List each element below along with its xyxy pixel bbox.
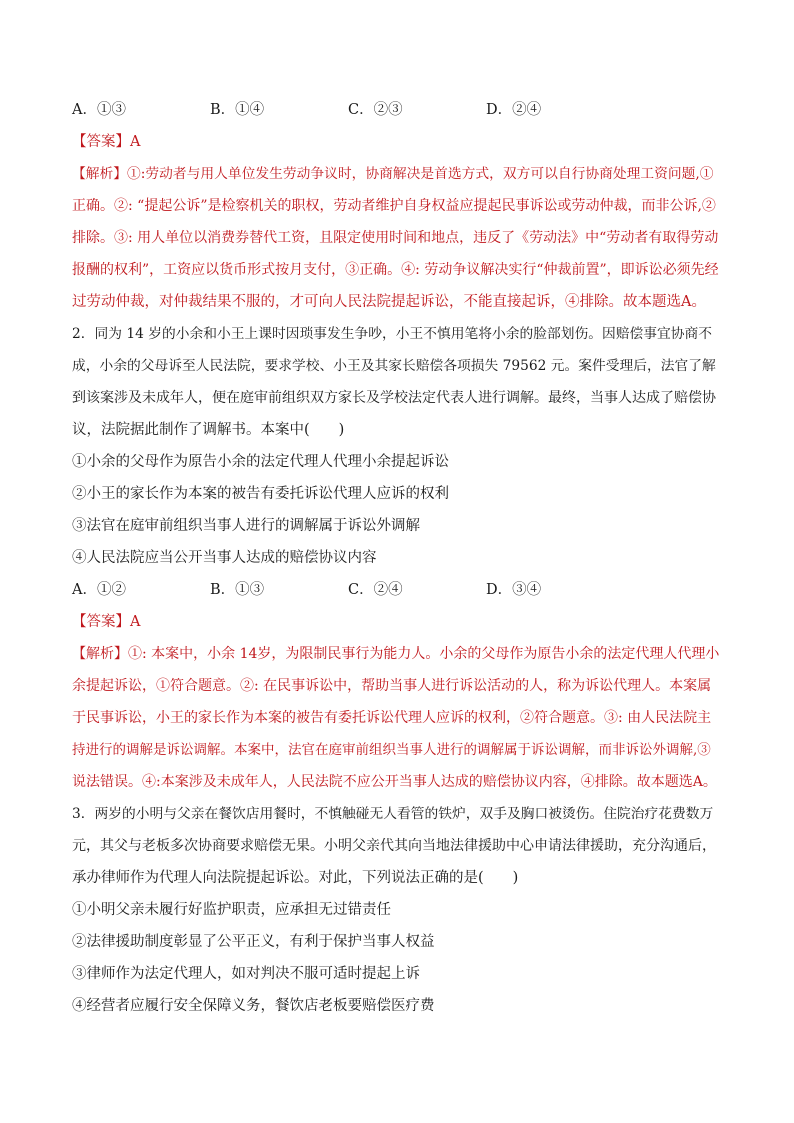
q3-stem-line: 元，其父与老板多次协商要求赔偿无果。小明父亲代其向当地法律援助中心申请法律援助，充分沟通后， xyxy=(72,838,716,854)
q2-stem-line: 议，法院据此制作了调解书。本案中( ) xyxy=(72,422,345,438)
q3-stem-line: 3．两岁的小明与父亲在餐饮店用餐时，不慎触碰无人看管的铁炉，双手及胸口被烫伤。住院治疗花费数万 xyxy=(72,806,714,822)
q2-options xyxy=(72,580,722,600)
q2-answer: 【答案】A xyxy=(72,614,141,630)
q3-statement: ③律师作为法定代理人，如对判决不服可适时提起上诉 xyxy=(72,966,420,982)
q3-stem-line: 承办律师作为代理人向法院提起诉讼。对此，下列说法正确的是( ) xyxy=(72,870,519,886)
q2-statement: ①小余的父母作为原告小余的法定代理人代理小余提起诉讼 xyxy=(72,454,449,470)
q3-statement: ④经营者应履行安全保障义务，餐饮店老板要赔偿医疗费 xyxy=(72,998,435,1014)
q2-option-c: C．②④ xyxy=(348,582,403,598)
q2-analysis-line: 于民事诉讼，小王的家长作为本案的被告有委托诉讼代理人应诉的权利，②符合题意。③: 由人民法院主 xyxy=(72,710,712,726)
q3-statement: ②法律援助制度彰显了公平正义，有利于保护当事人权益 xyxy=(72,934,435,950)
q1-analysis-line: 报酬的权利”，工资应以货币形式按月支付，③正确。④: 劳动争议解决实行“仲裁前置”，即诉讼必须先经 xyxy=(72,262,719,278)
q2-statement: ④人民法院应当公开当事人达成的赔偿协议内容 xyxy=(72,550,377,566)
q2-stem-line: 到该案涉及未成年人，便在庭审前组织双方家长及学校法定代表人进行调解。最终，当事人达成了赔偿协 xyxy=(72,390,716,406)
q2-stem-line: 2．同为 14 岁的小余和小王上课时因琐事发生争吵，小王不慎用笔将小余的脸部划伤。因赔偿事宜协商不 xyxy=(72,326,712,342)
q2-statement: ③法官在庭审前组织当事人进行的调解属于诉讼外调解 xyxy=(72,518,420,534)
q1-options xyxy=(72,100,722,120)
q2-analysis-line: 持进行的调解是诉讼调解。本案中，法官在庭审前组织当事人进行的调解属于诉讼调解，而非诉讼外调解,③ xyxy=(72,742,711,758)
q1-option-a: A．①③ xyxy=(72,102,126,118)
q1-analysis-line: 正确。②: “提起公诉”是检察机关的职权，劳动者维护自身权益应提起民事诉讼或劳动仲裁，而非公诉,② xyxy=(72,198,716,214)
q1-analysis-line: 【解析】①:劳动者与用人单位发生劳动争议时，协商解决是首选方式，双方可以自行协商处理工资问题,① xyxy=(72,166,714,182)
q2-analysis-line: 说法错误。④:本案涉及未成年人，人民法院不应公开当事人达成的赔偿协议内容，④排除。故本题选A。 xyxy=(72,774,717,790)
q1-analysis-line: 过劳动仲裁，对仲裁结果不服的，才可向人民法院提起诉讼，不能直接起诉，④排除。故本题选A。 xyxy=(72,294,706,310)
q1-option-d: D．②④ xyxy=(486,102,542,118)
q1-option-c: C．②③ xyxy=(348,102,403,118)
q2-option-a: A．①② xyxy=(72,582,126,598)
q2-analysis-line: 【解析】①: 本案中，小余 14岁，为限制民事行为能力人。小余的父母作为原告小余的法定代理人代理小 xyxy=(72,646,720,662)
q1-answer: 【答案】A xyxy=(72,134,141,150)
q2-stem-line: 成，小余的父母诉至人民法院，要求学校、小王及其家长赔偿各项损失 79562 元。案件受理后，法官了解 xyxy=(72,358,716,374)
q2-statement: ②小王的家长作为本案的被告有委托诉讼代理人应诉的权利 xyxy=(72,486,449,502)
q2-analysis-line: 余提起诉讼，①符合题意。②: 在民事诉讼中，帮助当事人进行诉讼活动的人，称为诉讼代理人。本案属 xyxy=(72,678,712,694)
q2-option-b: B．①③ xyxy=(210,582,265,598)
q1-analysis-line: 排除。③: 用人单位以消费券替代工资，且限定使用时间和地点，违反了《劳动法》中“劳动者有取得劳动 xyxy=(72,230,719,246)
q1-option-b: B．①④ xyxy=(210,102,265,118)
q3-statement: ①小明父亲未履行好监护职责，应承担无过错责任 xyxy=(72,902,391,918)
q2-option-d: D．③④ xyxy=(486,582,542,598)
